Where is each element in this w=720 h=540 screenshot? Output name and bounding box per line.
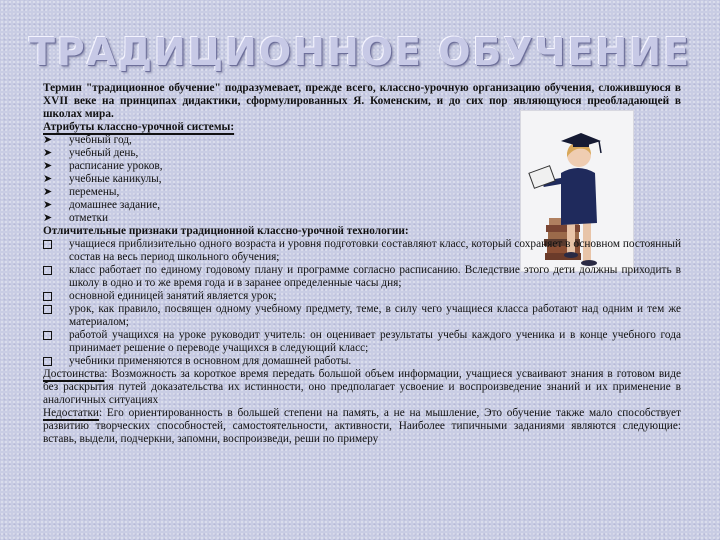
list-item: ➤ перемены, bbox=[43, 185, 120, 198]
advantages-text: : Возможность за короткое время передать большой объем информации, учащиеся усваивают знания в готовом виде без раскрытия путей доказательства их истинности, оно предполагает усвоение и воспроизведение знаний и их применение в аналогичных ситуациях bbox=[43, 367, 681, 406]
list-item: ➤ учебный год, bbox=[43, 133, 132, 146]
list-item: учебники применяются в основном для домашней работы. bbox=[43, 355, 681, 368]
disadvantages-label: Недостатки bbox=[43, 406, 99, 419]
list-item: работой учащихся на уроке руководит учитель: он оценивает результаты учебы каждого ученика и в конце учебного года принимает решение о переводе учащихся в следующий класс; bbox=[43, 329, 681, 355]
arrow-bullet-icon: ➤ bbox=[43, 172, 53, 185]
square-bullet-icon bbox=[43, 305, 52, 314]
square-bullet-icon bbox=[43, 331, 52, 340]
list-item: учащиеся приблизительно одного возраста и уровня подготовки составляют класс, который сохраняет в основном постоянный состав на весь период школьного обучения; bbox=[43, 238, 681, 264]
list-item: ➤ домашнее задание, bbox=[43, 198, 161, 211]
list-item: ➤ учебные каникулы, bbox=[43, 172, 162, 185]
arrow-bullet-icon: ➤ bbox=[43, 198, 53, 211]
list-item: основной единицей занятий является урок; bbox=[43, 290, 681, 303]
advantages-label: Достоинства bbox=[43, 367, 105, 380]
features-heading: Отличительные признаки традиционной классно-урочной технологии: bbox=[43, 224, 409, 237]
attributes-heading bbox=[43, 121, 475, 134]
square-bullet-icon bbox=[43, 240, 52, 249]
arrow-bullet-icon: ➤ bbox=[43, 133, 53, 146]
arrow-bullet-icon: ➤ bbox=[43, 185, 53, 198]
disadvantages-text: : Его ориентированность в большей степени на память, а не на мышление, Это обучение также мало способствует развитию творческих способностей, самостоятельности, активности, Наиболее типичными заданиями являются следующие: вставь, выдели, подчеркни, запомни, воспроизведи, реши по примеру bbox=[43, 406, 681, 445]
attributes-heading-text: Атрибуты классно-урочной системы: bbox=[43, 120, 235, 133]
list-item: ➤ учебный день, bbox=[43, 146, 139, 159]
main-content bbox=[43, 82, 681, 446]
advantages-paragraph bbox=[43, 368, 681, 407]
square-bullet-icon bbox=[43, 357, 52, 366]
disadvantages-paragraph bbox=[43, 407, 681, 446]
page-title: ТРАДИЦИОННОЕ ОБУЧЕНИЕ bbox=[28, 30, 692, 74]
arrow-bullet-icon: ➤ bbox=[43, 211, 53, 224]
square-bullet-icon bbox=[43, 266, 52, 275]
square-bullet-icon bbox=[43, 292, 52, 301]
list-item: ➤ расписание уроков, bbox=[43, 159, 163, 172]
intro-paragraph: Термин "традиционное обучение" подразумевает, прежде всего, классно-урочную организацию обучения, сложившуюся в XVII веке на принципах дидактики, сформулированных Я. Коменским, и до сих пор являющуюся преобладающей в школах мира. bbox=[43, 82, 681, 120]
list-item: класс работает по единому годовому плану и программе согласно расписанию. Вследствие этого дети должны приходить в школу в одно и то же время года и в заранее определенные часы дня; bbox=[43, 264, 681, 290]
list-item: урок, как правило, посвящен одному учебному предмету, теме, в силу чего учащиеся класса работают над одним и тем же материалом; bbox=[43, 303, 681, 329]
arrow-bullet-icon: ➤ bbox=[43, 146, 53, 159]
arrow-bullet-icon: ➤ bbox=[43, 159, 53, 172]
list-item: ➤ отметки bbox=[43, 211, 109, 224]
